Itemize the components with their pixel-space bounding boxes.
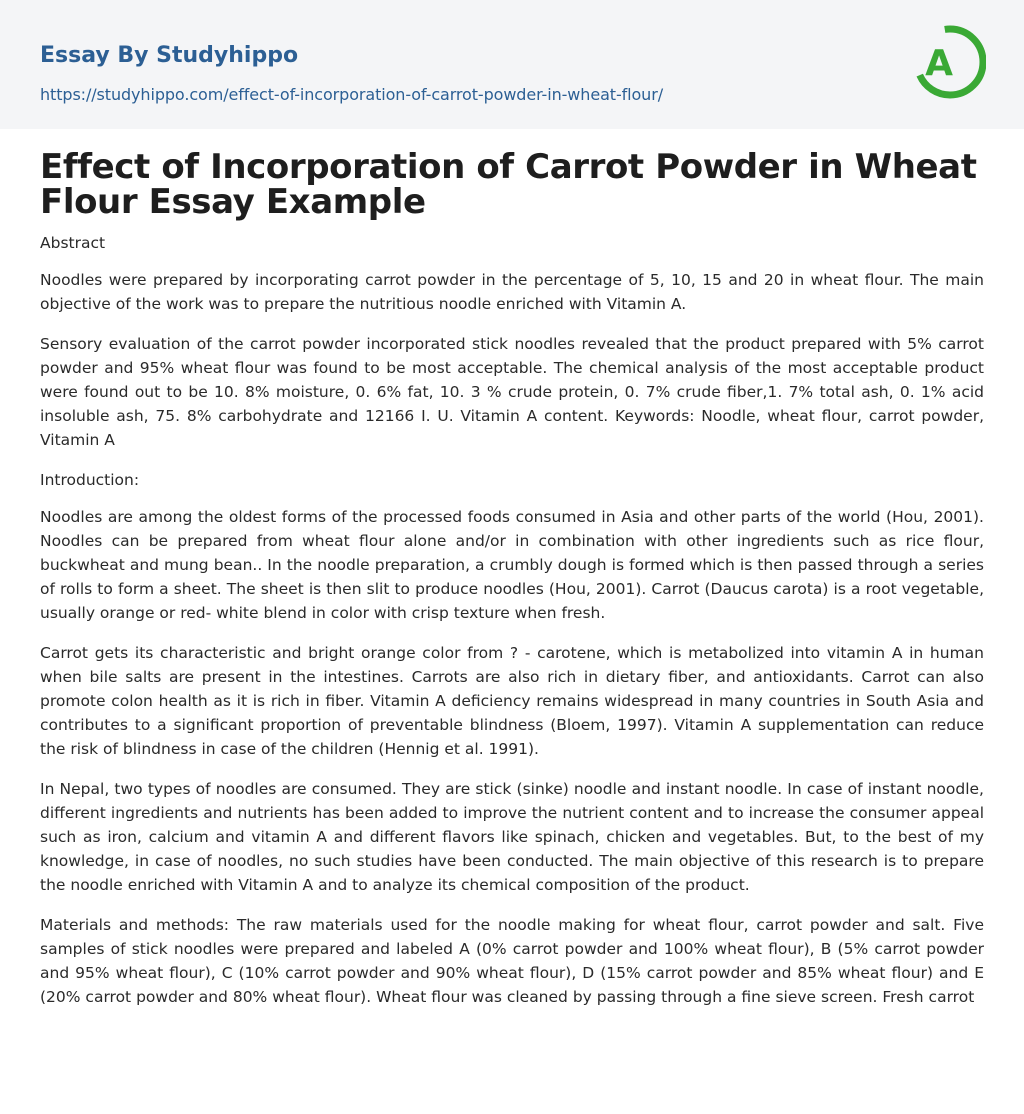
article-url-link[interactable]: https://studyhippo.com/effect-of-incorporation-of-carrot-powder-in-wheat-flour/	[40, 85, 663, 104]
article-body	[40, 231, 984, 1025]
paragraph: Materials and methods: The raw materials used for the noodle making for wheat flour, carrot powder and salt. Five samples of stick noodles were prepared and labeled A (0% carrot powder and 100% wheat flour), B (5% carrot powder and 95% wheat flour), C (10% carrot powder and 90% wheat flour), D (15% carrot powder and 85% wheat flour) and E (20% carrot powder and 80% wheat flour). Wheat flour was cleaned by passing through a fine sieve screen. Fresh carrot	[40, 916, 984, 1006]
section-heading-introduction: Introduction:	[40, 471, 140, 489]
section-heading-abstract: Abstract	[40, 234, 106, 252]
paragraph: Sensory evaluation of the carrot powder incorporated stick noodles revealed that the product prepared with 5% carrot powder and 95% wheat flour was found to be most acceptable. The chemical analysis of the most acceptable product were found out to be 10. 8% moisture, 0. 6% fat, 10. 3 % crude protein, 0. 7% crude fiber,1. 7% total ash, 0. 1% acid insoluble ash, 75. 8% carbohydrate and 12166 I. U. Vitamin A content. Keywords: Noodle, wheat flour, carrot powder, Vitamin A	[40, 335, 984, 449]
logo-letter: A	[925, 43, 953, 84]
paragraph: Carrot gets its characteristic and bright orange color from ? - carotene, which is metabolized into vitamin A in human when bile salts are present in the intestines. Carrots are also rich in dietary fiber, and antioxidants. Carrot can also promote colon health as it is rich in fiber. Vitamin A deficiency remains widespread in many countries in South Asia and contributes to a significant proportion of preventable blindness (Bloem, 1997). Vitamin A supplementation can reduce the risk of blindness in case of the children (Hennig et al. 1991).	[40, 644, 984, 758]
paragraph: Noodles are among the oldest forms of the processed foods consumed in Asia and other parts of the world (Hou, 2001). Noodles can be prepared from wheat flour alone and/or in combination with other ingredients such as rice flour, buckwheat and mung bean.. In the noodle preparation, a crumbly dough is formed which is then passed through a series of rolls to form a sheet. The sheet is then slit to produce noodles (Hou, 2001). Carrot (Daucus carota) is a root vegetable, usually orange or red- white blend in color with crisp texture when fresh.	[40, 508, 984, 622]
article-title: Effect of Incorporation of Carrot Powder in Wheat Flour Essay Example	[40, 147, 977, 222]
paragraph: Noodles were prepared by incorporating carrot powder in the percentage of 5, 10, 15 and 20 in wheat flour. The main objective of the work was to prepare the nutritious noodle enriched with Vitamin A.	[40, 271, 984, 313]
brand-title[interactable]: Essay By Studyhippo	[40, 43, 299, 68]
paragraph: In Nepal, two types of noodles are consumed. They are stick (sinke) noodle and instant noodle. In case of instant noodle, different ingredients and nutrients has been added to improve the nutrient content and to increase the consumer appeal such as iron, calcium and vitamin A and different flavors like spinach, chicken and vegetables. But, to the best of my knowledge, in case of noodles, no such studies have been conducted. The main objective of this research is to prepare the noodle enriched with Vitamin A and to analyze its chemical composition of the product.	[40, 780, 984, 894]
